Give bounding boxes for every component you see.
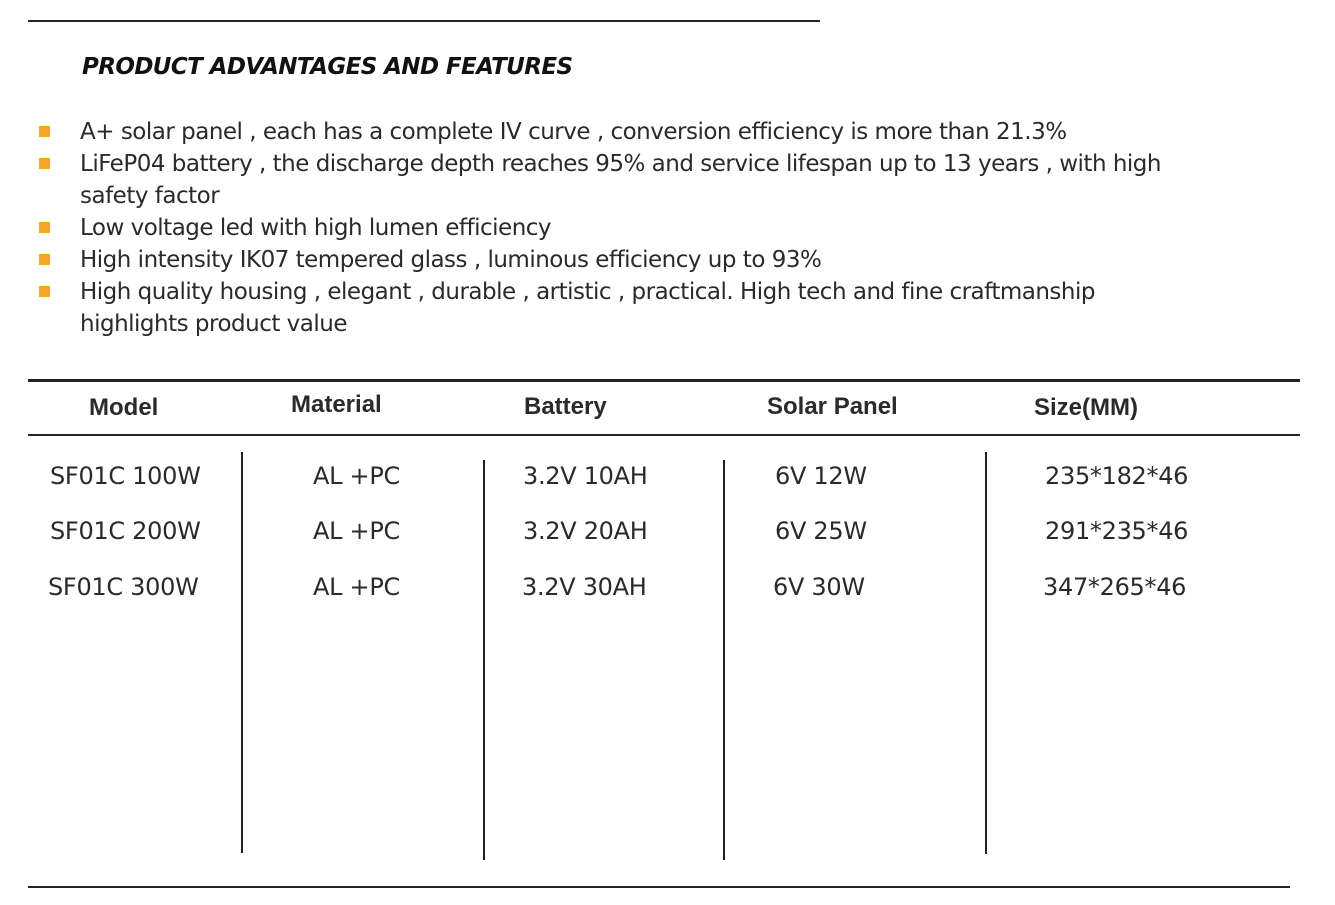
column-header-model: Model — [89, 394, 159, 421]
column-header-solar-panel: Solar Panel — [767, 393, 898, 420]
cell-model: SF01C 100W — [50, 462, 201, 490]
column-header-material: Material — [291, 391, 382, 418]
cell-model: SF01C 200W — [50, 517, 201, 545]
column-header-size: Size(MM) — [1034, 394, 1138, 421]
cell-battery: 3.2V 30AH — [522, 573, 647, 601]
cell-model: SF01C 300W — [48, 573, 199, 601]
cell-battery: 3.2V 20AH — [523, 517, 648, 545]
section-title: PRODUCT ADVANTAGES AND FEATURES — [82, 54, 573, 80]
cell-size: 235*182*46 — [1045, 462, 1189, 490]
feature-text: LiFeP04 battery , the discharge depth reaches 95% and service lifespan up to 13 years , with high safety factor — [80, 151, 1161, 209]
feature-text: High intensity IK07 tempered glass , luminous efficiency up to 93% — [80, 247, 822, 273]
feature-text: High quality housing , elegant , durable , artistic , practical. High tech and fine craftmanship highlights product value — [80, 279, 1095, 337]
feature-text: A+ solar panel , each has a complete IV curve , conversion efficiency is more than 21.3% — [80, 119, 1067, 145]
table-row — [0, 517, 1335, 557]
cell-solar-panel: 6V 25W — [775, 517, 867, 545]
table-row — [0, 573, 1335, 613]
cell-material: AL +PC — [313, 573, 400, 601]
cell-solar-panel: 6V 12W — [775, 462, 867, 490]
cell-size: 347*265*46 — [1043, 573, 1187, 601]
table-row — [0, 462, 1335, 502]
cell-solar-panel: 6V 30W — [773, 573, 865, 601]
bottom-divider — [28, 886, 1290, 888]
cell-battery: 3.2V 10AH — [523, 462, 648, 490]
column-header-battery: Battery — [524, 393, 607, 420]
cell-material: AL +PC — [313, 462, 400, 490]
feature-text: Low voltage led with high lumen efficiency — [80, 215, 552, 241]
cell-size: 291*235*46 — [1045, 517, 1189, 545]
cell-material: AL +PC — [313, 517, 400, 545]
